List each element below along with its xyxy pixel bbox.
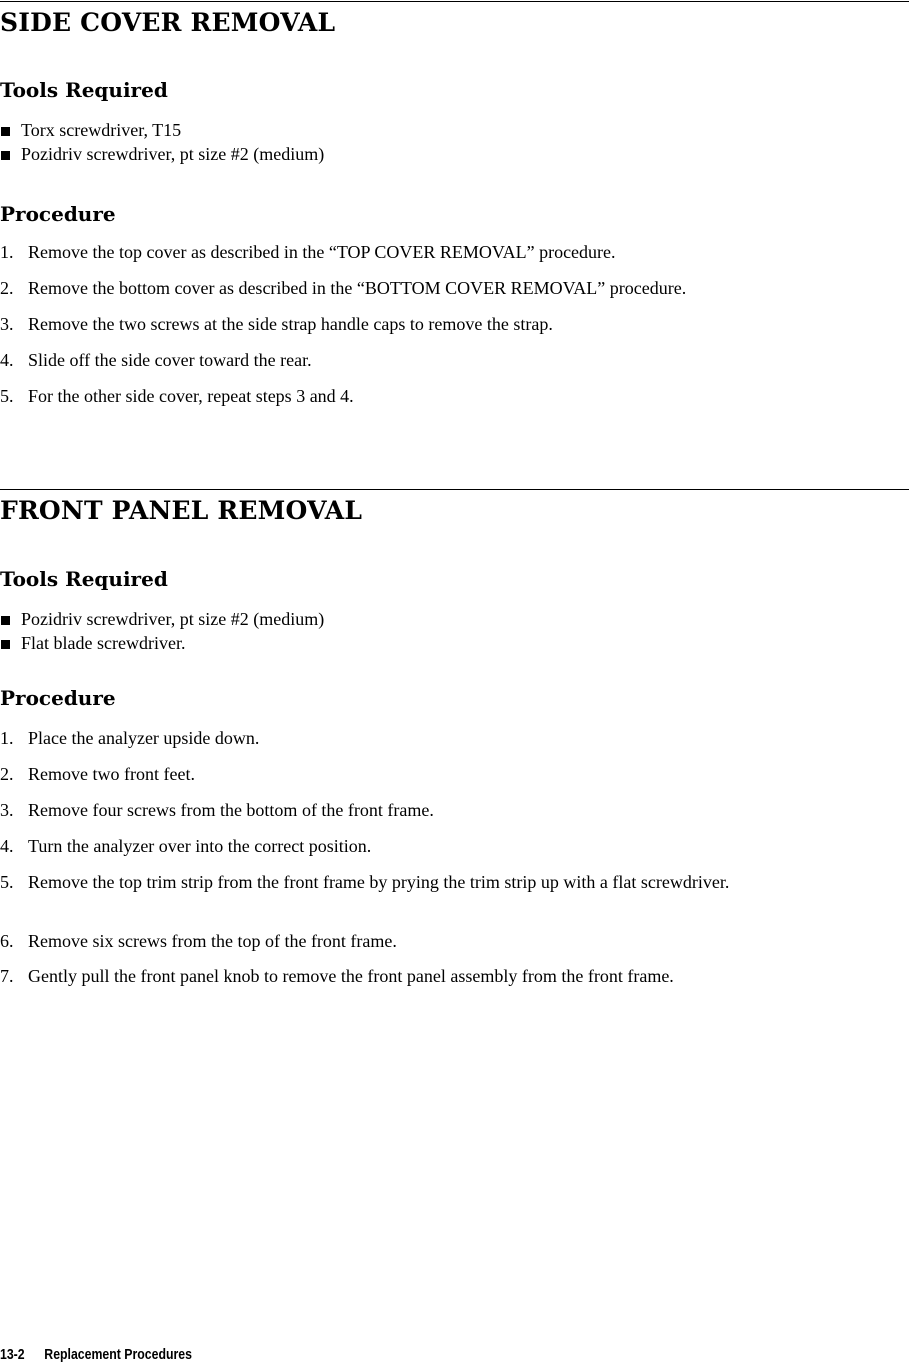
- front-panel-step: [0, 870, 880, 895]
- step-number: 5.: [0, 386, 14, 406]
- front-panel-tools-heading: Tools Required: [0, 567, 168, 591]
- step-text: Place the analyzer upside down.: [28, 728, 260, 748]
- step-number: 7.: [0, 966, 14, 986]
- front-panel-procedure-heading: Procedure: [0, 686, 116, 710]
- side-cover-tools-list: [0, 118, 324, 166]
- tool-item: [0, 118, 324, 142]
- front-panel-step: [0, 929, 880, 954]
- side-cover-step: [0, 276, 880, 301]
- step-text: Slide off the side cover toward the rear.: [28, 350, 312, 370]
- side-cover-step: [0, 384, 880, 409]
- tool-item: [0, 142, 324, 166]
- step-text: Remove two front feet.: [28, 764, 195, 784]
- side-cover-step: [0, 312, 880, 337]
- bullet-square-icon: [1, 640, 10, 649]
- tool-item-label: Pozidriv screwdriver, pt size #2 (medium): [21, 609, 325, 629]
- page-number: 13-2: [0, 1346, 25, 1363]
- step-text: Turn the analyzer over into the correct position.: [28, 836, 372, 856]
- front-panel-step: [0, 726, 880, 751]
- side-cover-tools-heading: Tools Required: [0, 78, 168, 102]
- side-cover-title: SIDE COVER REMOVAL: [0, 8, 336, 37]
- step-number: 1.: [0, 242, 14, 262]
- step-text: Remove the top trim strip from the front frame by prying the trim strip up with a flat screwdriver.: [28, 872, 730, 892]
- side-cover-step: [0, 240, 880, 265]
- bullet-square-icon: [1, 616, 10, 625]
- front-panel-step: [0, 964, 880, 989]
- front-panel-title: FRONT PANEL REMOVAL: [0, 496, 363, 525]
- step-number: 5.: [0, 872, 14, 892]
- step-text: For the other side cover, repeat steps 3 and 4.: [28, 386, 354, 406]
- front-panel-step: [0, 834, 880, 859]
- front-panel-step: [0, 762, 880, 787]
- step-text: Gently pull the front panel knob to remove the front panel assembly from the front frame.: [28, 966, 674, 986]
- tool-item-label: Flat blade screwdriver.: [21, 633, 186, 653]
- step-text: Remove the top cover as described in the “TOP COVER REMOVAL” procedure.: [28, 242, 616, 262]
- bullet-square-icon: [1, 127, 10, 136]
- step-number: 4.: [0, 836, 14, 856]
- section-rule: [0, 489, 909, 490]
- tool-item: [0, 607, 324, 631]
- step-number: 4.: [0, 350, 14, 370]
- step-text: Remove six screws from the top of the front frame.: [28, 931, 397, 951]
- footer-section-title: Replacement Procedures: [44, 1346, 192, 1363]
- step-number: 3.: [0, 314, 14, 334]
- front-panel-tools-list: [0, 607, 324, 655]
- bullet-square-icon: [1, 151, 10, 160]
- step-text: Remove four screws from the bottom of the front frame.: [28, 800, 434, 820]
- step-number: 2.: [0, 764, 14, 784]
- step-number: 1.: [0, 728, 14, 748]
- step-number: 2.: [0, 278, 14, 298]
- step-text: Remove the two screws at the side strap handle caps to remove the strap.: [28, 314, 553, 334]
- step-text: Remove the bottom cover as described in the “BOTTOM COVER REMOVAL” procedure.: [28, 278, 687, 298]
- tool-item: [0, 631, 324, 655]
- step-number: 3.: [0, 800, 14, 820]
- tool-item-label: Pozidriv screwdriver, pt size #2 (medium): [21, 144, 325, 164]
- step-number: 6.: [0, 931, 14, 951]
- front-panel-step: [0, 798, 880, 823]
- tool-item-label: Torx screwdriver, T15: [21, 120, 182, 140]
- side-cover-step: [0, 348, 880, 373]
- page-footer: [0, 1346, 192, 1363]
- top-rule: [0, 1, 909, 2]
- side-cover-procedure-heading: Procedure: [0, 202, 116, 226]
